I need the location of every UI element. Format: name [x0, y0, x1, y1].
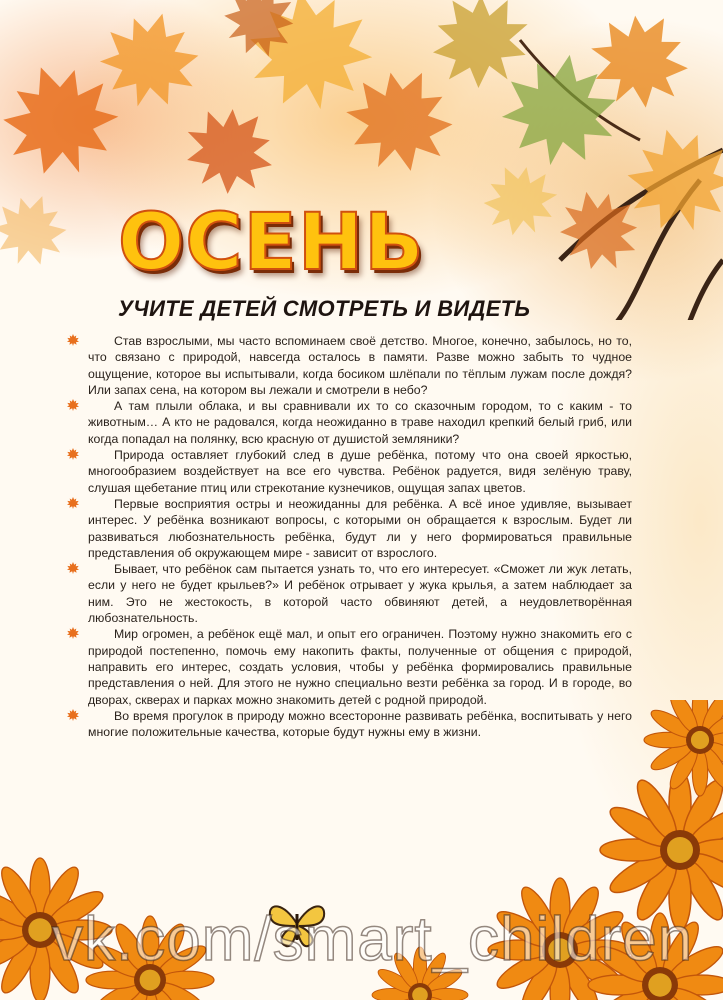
paragraph — [88, 496, 632, 561]
paragraph — [88, 447, 632, 496]
paragraph-text: А там плыли облака, и вы сравнивали их то со сказочным городом, то с каким - то животным… А кто не радовался, когда неожиданно в траве находил крепкий белый гриб, или когда попадал на полянку, всю красную от душистой земляники? — [88, 399, 632, 446]
maple-leaf-icon — [66, 334, 80, 346]
paragraph-text: Природа оставляет глубокий след в душе ребёнка, потому что она своей яркостью, многообразием воздействует на все его чувства. Ребёнок радуется, видя зелёную траву, слушая щебетание птиц или стрекотание кузнечиков, ощущая запах цветов. — [88, 448, 632, 495]
paragraph-text: Мир огромен, а ребёнок ещё мал, и опыт его ограничен. Поэтому нужно знакомить его с природой постепенно, помочь ему накопить факты, полученные от общения с природой, направить его интерес, создать условия, чтобы у ребёнка формировались правильные представления о ней. Для этого не нужно специально везти ребёнка за город. И в городе, во дворах, скверах и парках можно знакомить детей с родной природой. — [88, 627, 632, 707]
maple-leaf-icon — [66, 448, 80, 460]
maple-leaf-icon — [66, 497, 80, 509]
paragraph — [88, 626, 632, 707]
article-body — [88, 333, 632, 740]
paragraph-text: Став взрослыми, мы часто вспоминаем своё детство. Многое, конечно, забылось, но то, что связано с природой, навсегда осталось в памяти. Разве можно забыть то чудное ощущение, которое вы испытывали, когда босиком шлёпали по тёплым лужам после дождя? Или запах сена, на котором вы лежали и смотрели в небо? — [88, 334, 632, 397]
maple-leaf-icon — [66, 627, 80, 639]
maple-leaf-icon — [66, 562, 80, 574]
paragraph — [88, 398, 632, 447]
paragraph — [88, 333, 632, 398]
watermark-text: vk.com/smart_children — [52, 905, 694, 974]
poster-title: ОСЕНЬ — [118, 198, 425, 288]
maple-leaf-icon — [66, 399, 80, 411]
paragraph — [88, 561, 632, 626]
paragraph-text: Бывает, что ребёнок сам пытается узнать то, что его интересует. «Сможет ли жук летать, если у него не будет крыльев?» И ребёнок отрывает у жука крылья, а затем наблюдает за ним. Это не жестокость, в которой часто обвиняют детей, а неудовлетворённая любознательность. — [88, 562, 632, 626]
paragraph-text: Первые восприятия остры и неожиданны для ребёнка. А всё иное удивляе, вызывает интерес. У ребёнка возникают вопросы, с которыми он обращается к взрослым. Будет ли развиваться любознательность ребёнка, будут ли у него формироваться правильные представления об окружающем мире - зависит от взрослого. — [88, 496, 632, 560]
poster-subtitle: УЧИТЕ ДЕТЕЙ СМОТРЕТЬ И ВИДЕТЬ — [118, 296, 531, 321]
paragraph-text: Во время прогулок в природу можно всесторонне развивать ребёнка, воспитывать у него многие положительные качества, которые будут нужны ему в жизни. — [88, 708, 632, 740]
